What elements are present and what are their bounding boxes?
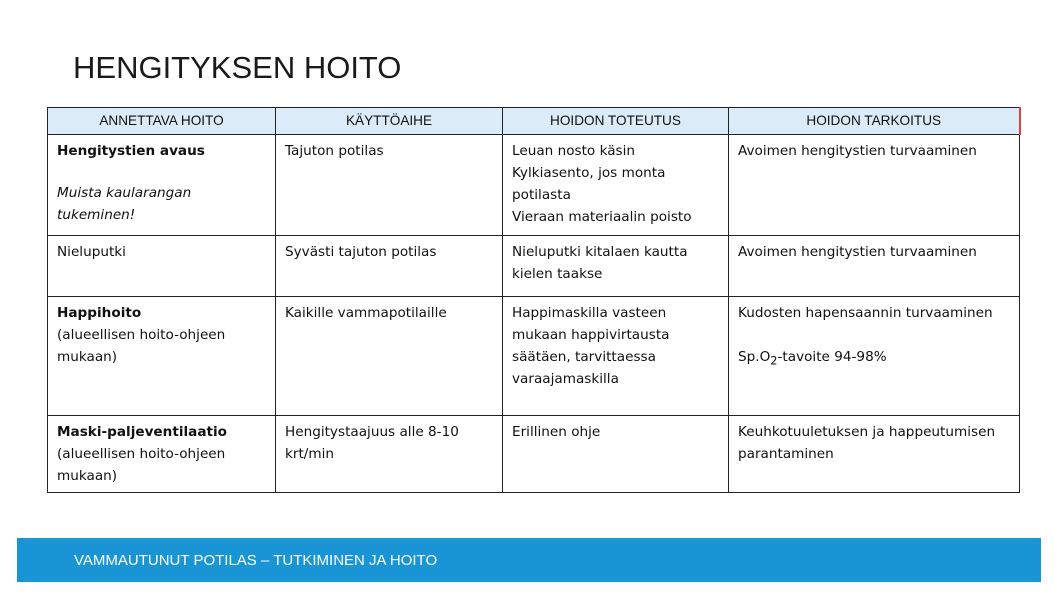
cell-indication: Tajuton potilas: [276, 135, 503, 236]
implementation-line: Leuan nosto käsin: [512, 143, 636, 159]
cell-indication: Syvästi tajuton potilas: [276, 236, 503, 297]
footer-bar: [17, 538, 1041, 582]
purpose-text: Kudosten hapensaannin turvaaminen: [738, 305, 993, 321]
treatment-name: Happihoito: [57, 305, 142, 321]
target-suffix: -tavoite 94-98%: [777, 349, 887, 365]
purpose-target: [738, 346, 1011, 372]
slide-title: HENGITYKSEN HOITO: [73, 50, 402, 85]
table-row: [48, 297, 1020, 416]
header-implementation: HOIDON TOTEUTUS: [503, 108, 729, 135]
target-subscript: 2: [770, 353, 778, 368]
target-prefix: Sp.O: [738, 349, 771, 365]
treatment-table: [47, 107, 1021, 493]
cell-indication: Kaikille vammapotilaille: [276, 297, 503, 416]
cell-implementation: [503, 135, 729, 236]
table-row: [48, 416, 1020, 493]
header-indication: KÄYTTÖAIHE: [276, 108, 503, 135]
cell-purpose: Avoimen hengitystien turvaaminen: [729, 236, 1020, 297]
header-treatment: ANNETTAVA HOITO: [48, 108, 276, 135]
footer-text: VAMMAUTUNUT POTILAS – TUTKIMINEN JA HOITO: [74, 552, 438, 569]
cell-purpose: Avoimen hengitystien turvaaminen: [729, 135, 1020, 236]
treatment-detail: (alueellisen hoito-ohjeen mukaan): [57, 446, 226, 484]
cell-implementation: [503, 416, 729, 493]
cell-treatment: [48, 416, 276, 493]
table-row: [48, 236, 1020, 297]
implementation-line: Happimaskilla vasteen mukaan happivirtausta säätäen, tarvittaessa varaajamaskilla: [512, 305, 670, 387]
cell-purpose: [729, 297, 1020, 416]
table-header-row: [48, 108, 1020, 135]
table-row: [48, 135, 1020, 236]
header-purpose: HOIDON TARKOITUS: [729, 108, 1020, 135]
treatment-detail: (alueellisen hoito-ohjeen mukaan): [57, 327, 226, 365]
cell-implementation: [503, 236, 729, 297]
implementation-line: Kylkiasento, jos monta potilasta: [512, 165, 666, 203]
treatment-name: Nieluputki: [57, 244, 126, 260]
cell-implementation: [503, 297, 729, 416]
cell-treatment: [48, 135, 276, 236]
treatment-note: Muista kaularangan tukeminen!: [57, 185, 192, 223]
implementation-line: Nieluputki kitalaen kautta kielen taakse: [512, 244, 688, 282]
treatment-name: Maski-paljeventilaatio: [57, 424, 227, 440]
cell-treatment: [48, 297, 276, 416]
cell-indication: Hengitystaajuus alle 8-10 krt/min: [276, 416, 503, 493]
cell-treatment: [48, 236, 276, 297]
implementation-line: Erillinen ohje: [512, 424, 601, 440]
treatment-name: Hengitystien avaus: [57, 143, 205, 159]
cell-purpose: Keuhkotuuletuksen ja happeutumisen parantaminen: [729, 416, 1020, 493]
implementation-line: Vieraan materiaalin poisto: [512, 209, 692, 225]
